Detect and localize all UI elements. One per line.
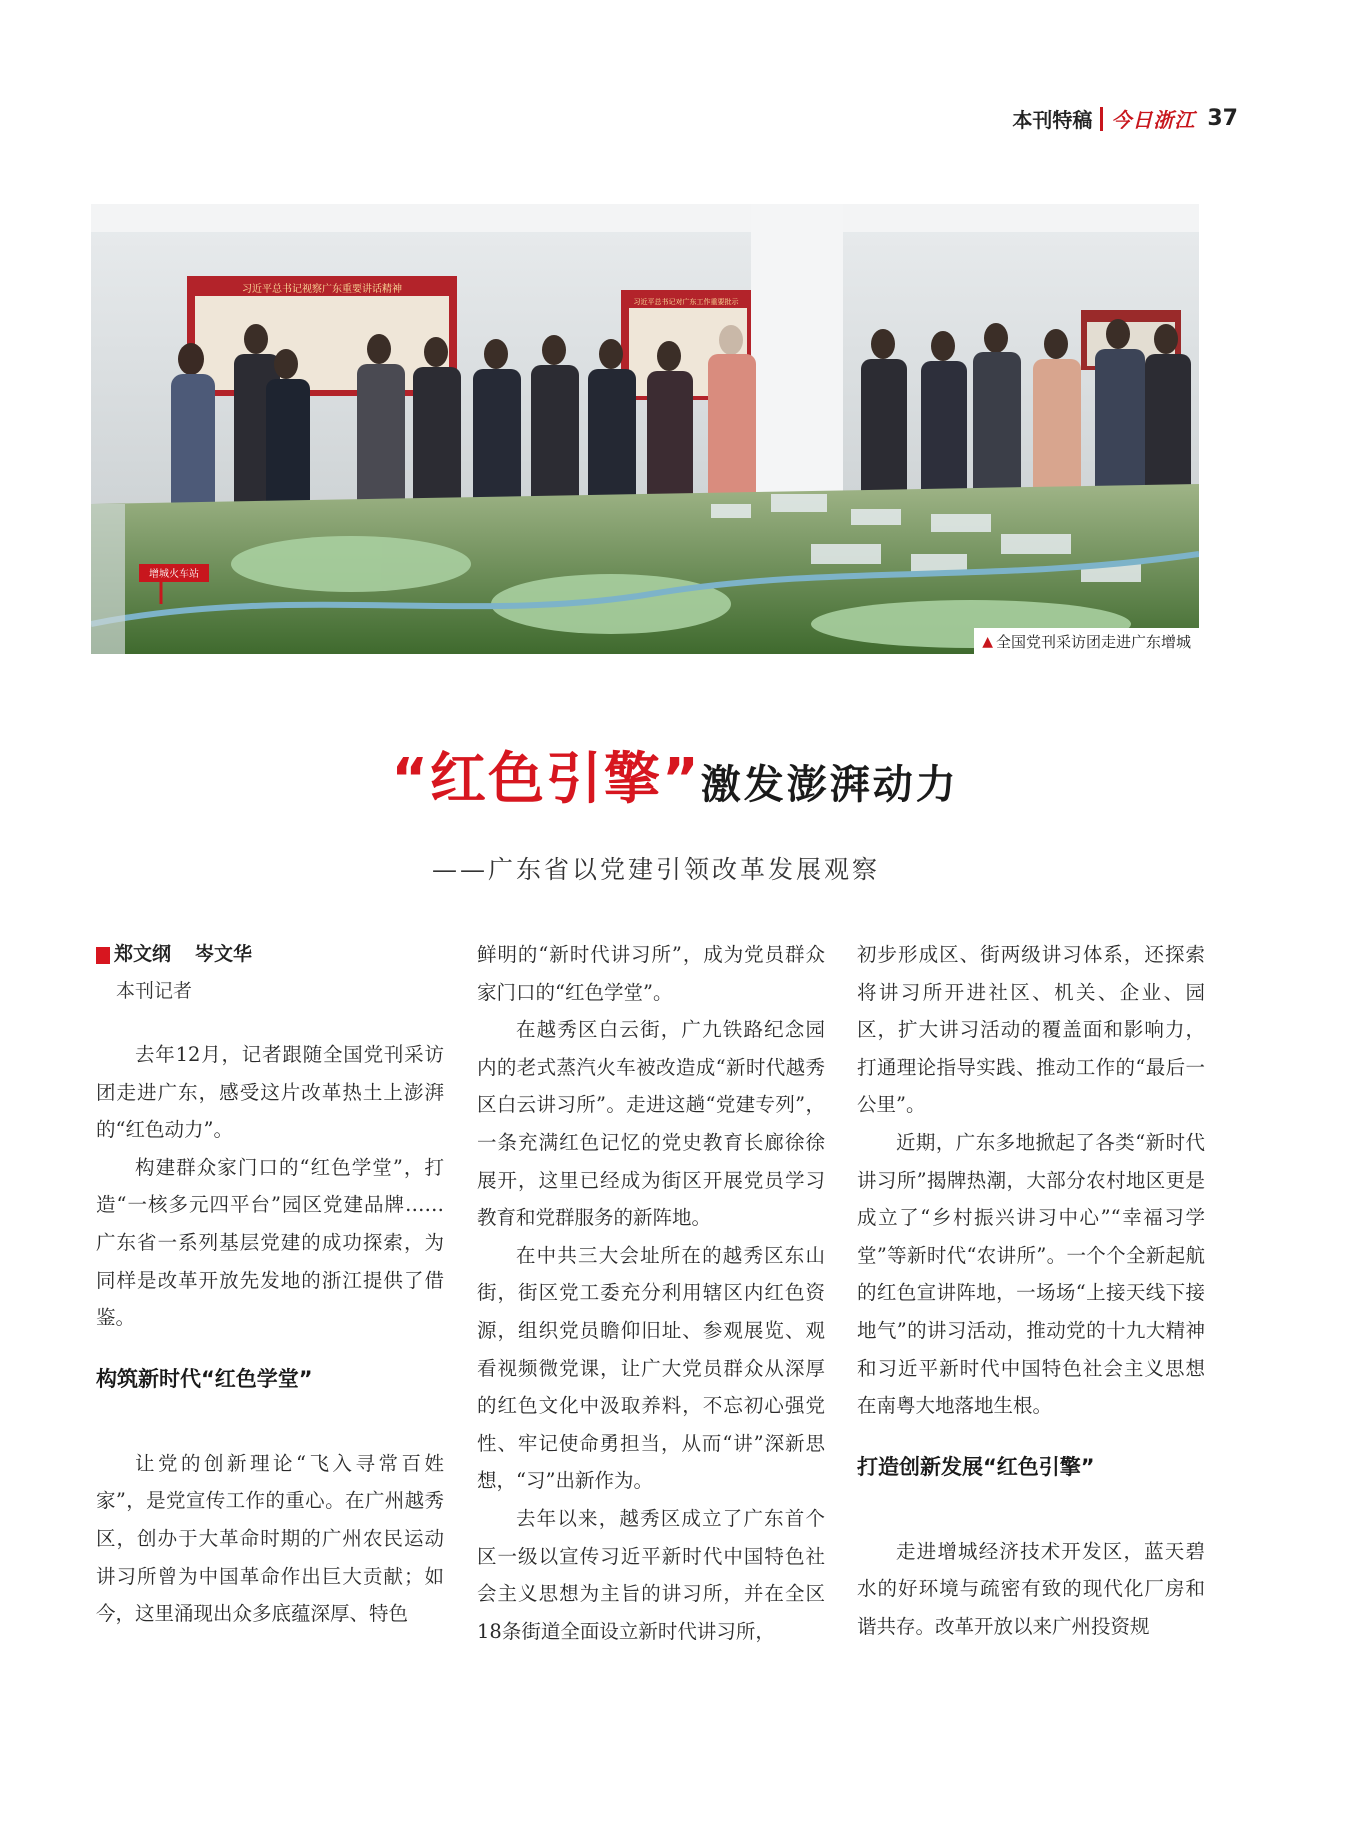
board-title-2: 习近平总书记对广东工作重要批示 xyxy=(633,298,739,306)
column-3 xyxy=(857,936,1205,1646)
photo-caption xyxy=(974,628,1199,654)
column-1 xyxy=(96,938,444,1633)
byline xyxy=(96,938,444,972)
board-title-1: 习近平总书记视察广东重要讲话精神 xyxy=(242,284,402,295)
paragraph: 构建群众家门口的“红色学堂”，打造“一核多元四平台”园区党建品牌……广东省一系列基层党建的成功探索，为同样是改革开放先发地的浙江提供了借鉴。 xyxy=(96,1155,444,1330)
column-2 xyxy=(477,936,825,1650)
photo-illustration xyxy=(91,204,1199,654)
paragraph: 去年以来，越秀区成立了广东首个区一级以宣传习近平新时代中国特色社会主义思想为主旨的讲习所，并在全区18条街道全面设立新时代讲习所， xyxy=(477,1506,825,1643)
article-title xyxy=(0,735,1350,815)
running-head xyxy=(1012,104,1238,133)
paragraph: 走进增城经济技术开发区，蓝天碧水的好环境与疏密有致的现代化厂房和谐共存。改革开放以来广州投资规 xyxy=(857,1539,1205,1638)
paragraph: 在越秀区白云街，广九铁路纪念园内的老式蒸汽火车被改造成“新时代越秀区白云讲习所”。走进这趟“党建专列”，一条充满红色记忆的党史教育长廊徐徐展开，这里已经成为街区开展党员学习教育和党群服务的新阵地。 xyxy=(477,1018,825,1230)
paragraph: 去年12月，记者跟随全国党刊采访团走进广东，感受这片改革热土上澎湃的“红色动力”。 xyxy=(96,1043,444,1142)
caption-text: 全国党刊采访团走进广东增城 xyxy=(995,633,1191,651)
author-2: 岑文华 xyxy=(195,943,253,966)
section-label: 本刊特稿 xyxy=(1012,108,1093,132)
header-divider xyxy=(1100,107,1103,131)
page-number: 37 xyxy=(1207,106,1238,131)
author-1: 郑文纲 xyxy=(114,943,172,966)
byline-marker-icon xyxy=(96,947,110,964)
title-highlight: “红色引擎” xyxy=(391,747,701,812)
paragraph: 在中共三大会址所在的越秀区东山街，街区党工委充分利用辖区内红色资源，组织党员瞻仰旧址、参观展览、观看视频微党课，让广大党员群众从深厚的红色文化中汲取养料，不忘初心强党性、牢记使命勇担当，从而“讲”深新思想，“习”出新作为。 xyxy=(477,1243,825,1493)
title-rest: 激发澎湃动力 xyxy=(700,761,959,808)
section-heading: 构筑新时代“红色学堂” xyxy=(96,1366,313,1391)
paragraph: 初步形成区、街两级讲习体系，还探索将讲习所开进社区、机关、企业、园区，扩大讲习活动的覆盖面和影响力，打通理论指导实践、推动工作的“最后一公里”。 xyxy=(857,943,1205,1117)
section-heading: 打造创新发展“红色引擎” xyxy=(857,1454,1095,1479)
triangle-icon: ▲ xyxy=(982,633,993,650)
article-photo xyxy=(91,204,1199,654)
author-role: 本刊记者 xyxy=(116,980,193,1002)
paragraph: 近期，广东多地掀起了各类“新时代讲习所”揭牌热潮，大部分农村地区更是成立了“乡村振兴讲习中心”“幸福习学堂”等新时代“农讲所”。一个个全新起航的红色宣讲阵地，一场场“上接天线下接地气”的讲习活动，推动党的十九大精神和习近平新时代中国特色社会主义思想在南粤大地落地生根。 xyxy=(857,1130,1205,1418)
article-subtitle: ——广东省以党建引领改革发展观察 xyxy=(432,855,881,884)
magazine-logo: 今日浙江 xyxy=(1111,108,1196,132)
station-sign: 增城火车站 xyxy=(149,569,199,580)
paragraph: 鲜明的“新时代讲习所”，成为党员群众家门口的“红色学堂”。 xyxy=(477,943,825,1004)
paragraph: 让党的创新理论“飞入寻常百姓家”，是党宣传工作的重心。在广州越秀区，创办于大革命时期的广州农民运动讲习所曾为中国革命作出巨大贡献；如今，这里涌现出众多底蕴深厚、特色 xyxy=(96,1451,444,1626)
